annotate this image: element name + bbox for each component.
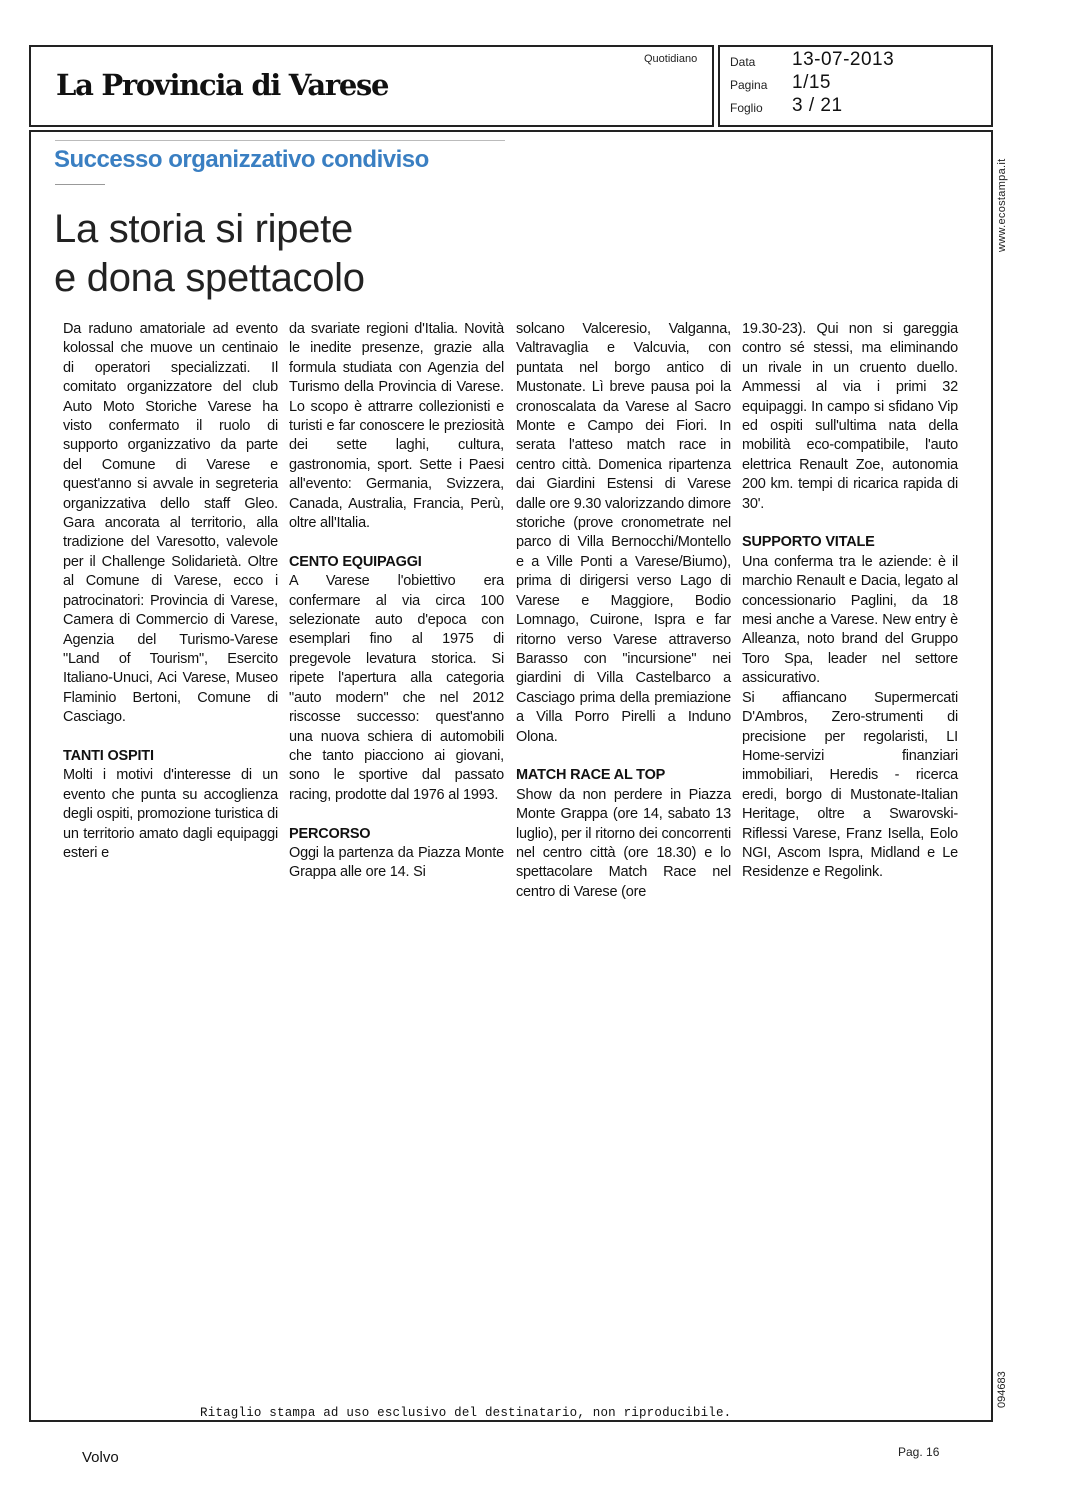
client-name: Volvo <box>82 1449 119 1466</box>
article-column-4 <box>742 320 958 883</box>
publication-title: La Provincia di Varese <box>56 68 389 102</box>
meta-label-pagina: Pagina <box>730 78 768 92</box>
section-heading: MATCH RACE AL TOP <box>516 767 666 784</box>
headline-line-2: e dona spettacolo <box>54 256 365 300</box>
section-heading: TANTI OSPITI <box>63 747 154 764</box>
article-headline <box>54 205 365 303</box>
article-column-3 <box>516 320 731 902</box>
paragraph-gap <box>63 728 278 747</box>
kicker-underline <box>55 184 105 185</box>
clipping-code: 094683 <box>996 1371 1008 1408</box>
body-paragraph: da svariate regioni d'Italia. Novità le inedite presenze, grazie alla formula studiata con Agenzia del Turismo della Provincia di Varese. Lo scopo è attrarre collezionisti e turisti e far conoscere le preziosità dei sette laghi, cultura, gastronomia, sport. Sette i Paesi all'evento: Germania, Svizzera, Canada, Australia, Francia, Perù, oltre all'Italia. <box>289 321 504 532</box>
reproduction-notice: Ritaglio stampa ad uso esclusivo del destinatario, non riproducibile. <box>200 1406 732 1420</box>
body-paragraph: Show da non perdere in Piazza Monte Grappa (ore 14, sabato 13 luglio), per il ritorno dei concorrenti nel centro città (ore 18.30) e lo spettacolare Match Race nel centro di Varese (ore <box>516 786 731 900</box>
article-column-2 <box>289 320 504 883</box>
page-number: Pag. 16 <box>898 1445 940 1459</box>
section-heading: PERCORSO <box>289 825 371 842</box>
meta-value-data: 13-07-2013 <box>792 49 895 70</box>
periodicity-label: Quotidiano <box>644 53 698 65</box>
body-paragraph: Molti i motivi d'interesse di un evento che punta su accoglienza degli ospiti, promozione turistica di un territorio amato dagli equipaggi esteri e <box>63 767 278 861</box>
paragraph-gap <box>289 805 504 824</box>
body-paragraph: 19.30-23). Qui non si gareggia contro sé stessi, ma eliminando un rivale in un cruento duello. Ammessi al via i primi 32 equipaggi. In campo si sfidano Vip ed ospiti sull'ultima nata della mobilità eco-compatibile, l'auto elettrica Renault Zoe, autonomia 200 km. tempi di ricarica rapida di 30'. <box>742 321 958 512</box>
headline-line-1: La storia si ripete <box>54 207 353 251</box>
paragraph-gap <box>516 747 731 766</box>
source-url: www.ecostampa.it <box>996 158 1008 252</box>
article-kicker: Successo organizzativo condiviso <box>54 146 429 173</box>
meta-value-foglio: 3 / 21 <box>792 95 843 116</box>
article-column-1 <box>63 320 278 863</box>
body-paragraph: Si affiancano Supermercati D'Ambros, Zero-strumenti di precisione per regolaristi, LI Home-servizi finanziari immobiliari, Heredis - ricerca eredi, borgo di Mustonate-Italian Heritage, oltre a Swarovski-Riflessi Varese, Franz Isella, Eolo NGI, Ascom Ispra, Midland e Le Residenze e Regolink. <box>742 689 958 881</box>
kicker-rule <box>55 140 505 141</box>
body-paragraph: Oggi la partenza da Piazza Monte Grappa alle ore 14. Si <box>289 844 504 881</box>
body-paragraph: Da raduno amatoriale ad evento kolossal che muove un centinaio di operatori specializzati. Il comitato organizzatore del club Auto Moto Storiche Varese ha visto confermato il ruolo di supporto organizzativo da parte del Comune di Varese e quest'anno si avvale in segreteria organizzativa dello staff Gleo. Gara ancorata al territorio, alla tradizione del Varesotto, valevole per il Challenge Solidarietà. Oltre al Comune di Varese, ecco i patrocinatori: Provincia di Varese, Camera di Commercio di Varese, Agenzia del Turismo-Varese "Land of Tourism", Esercito Italiano-Unuci, Aci Varese, Museo Flaminio Bertoni, Comune di Casciago. <box>63 321 278 726</box>
section-heading: CENTO EQUIPAGGI <box>289 553 422 570</box>
body-paragraph: A Varese l'obiettivo era confermare al via circa 100 selezionate auto d'epoca con esemplari fino al 1975 di pregevole levatura storica. Si ripete l'apertura alla categoria "auto modern" che nel 2012 riscosse successo: quest'anno una nuova schiera di automobili che tanto piacciono ai giovani, sono le sportive dal passato racing, prodotte dal 1976 al 1993. <box>289 573 504 803</box>
meta-value-pagina: 1/15 <box>792 72 831 93</box>
meta-label-data: Data <box>730 55 756 69</box>
body-paragraph: Una conferma tra le aziende: è il marchio Renault e Dacia, legato al concessionario Paglini, da 18 mesi anche a Varese. New entry è Alleanza, noto brand del Gruppo Toro Spa, leader nel settore assicurativo. <box>742 553 958 687</box>
paragraph-gap <box>289 533 504 552</box>
section-heading: SUPPORTO VITALE <box>742 534 875 551</box>
paragraph-gap <box>742 514 958 533</box>
body-paragraph: solcano Valceresio, Valganna, Valtravaglia e Valcuvia, con puntata nel borgo antico di Mustonate. Lì breve pausa poi la cronoscalata da Varese al Sacro Monte e Campo dei Fiori. In serata l'atteso match race in centro città. Domenica ripartenza dai Giardini Estensi di Varese dalle ore 9.30 valorizzando dimore storiche (prove cronometrate nel parco di Villa Bernocchi/Montello e a Ville Ponti a Varese/Biumo), prima di dirigersi verso Lago di Varese e Maggiore, Bodio Lomnago, Cuirone, Ispra e far ritorno verso Varese attraverso Barasso con "incursione" nei giardini di Villa Castelbarco a Casciago prima della premiazione a Villa Porro Pirelli a Induno Olona. <box>516 321 731 745</box>
meta-label-foglio: Foglio <box>730 101 763 115</box>
